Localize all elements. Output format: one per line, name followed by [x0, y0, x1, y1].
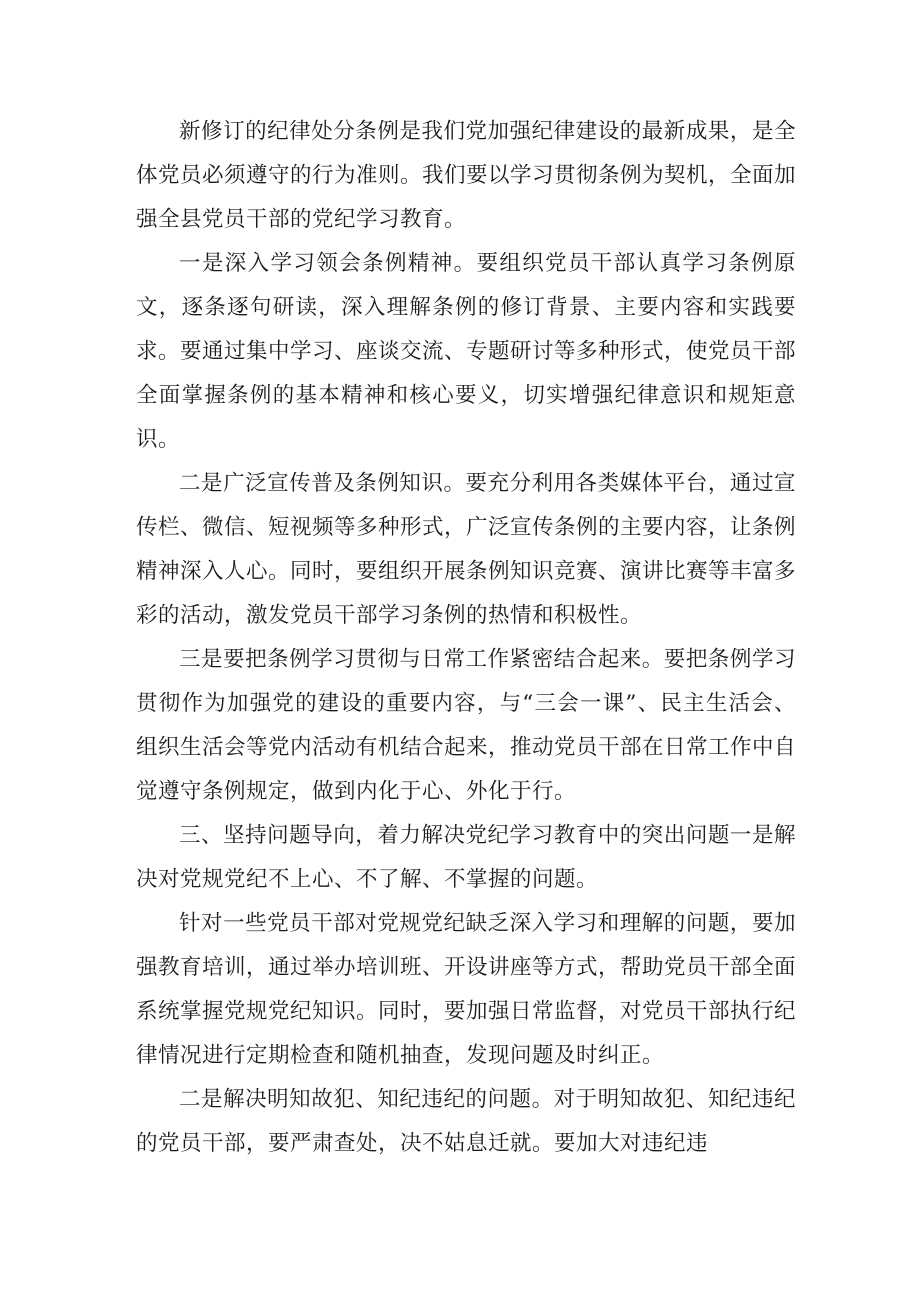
paragraph-point-two: 二是广泛宣传普及条例知识。要充分利用各类媒体平台，通过宣传栏、微信、短视频等多种形式，广泛宣传条例的主要内容，让条例精神深入人心。同时，要组织开展条例知识竞赛、演讲比赛等丰富多彩的活动，激发党员干部学习条例的热情和积极性。 — [136, 471, 797, 628]
paragraph-point-three: 三是要把条例学习贯彻与日常工作紧密结合起来。要把条例学习贯彻作为加强党的建设的重要内容，与“三会一课”、民主生活会、组织生活会等党内活动有机结合起来，推动党员干部在日常工作中自觉遵守条例规定，做到内化于心、外化于行。 — [136, 647, 797, 804]
paragraph-training: 针对一些党员干部对党规党纪缺乏深入学习和理解的问题，要加强教育培训，通过举办培训班、开设讲座等方式，帮助党员干部全面系统掌握党规党纪知识。同时，要加强日常监督，对党员干部执行纪律情况进行定期检查和随机抽查，发现问题及时纠正。 — [136, 911, 797, 1068]
document-body — [136, 110, 796, 1166]
paragraph-intro: 新修订的纪律处分条例是我们党加强纪律建设的最新成果，是全体党员必须遵守的行为准则。我们要以学习贯彻条例为契机，全面加强全县党员干部的党纪学习教育。 — [136, 119, 797, 232]
paragraph-section-three: 三、坚持问题导向，着力解决党纪学习教育中的突出问题一是解决对党规党纪不上心、不了解、不掌握的问题。 — [136, 823, 796, 892]
paragraph-violations: 二是解决明知故犯、知纪违纪的问题。对于明知故犯、知纪违纪的党员干部，要严肃查处，决不姑息迁就。要加大对违纪违 — [136, 1087, 796, 1156]
paragraph-point-one: 一是深入学习领会条例精神。要组织党员干部认真学习条例原文，逐条逐句研读，深入理解条例的修订背景、主要内容和实践要求。要通过集中学习、座谈交流、专题研讨等多种形式，使党员干部全面掌握条例的基本精神和核心要义，切实增强纪律意识和规矩意识。 — [136, 251, 797, 452]
